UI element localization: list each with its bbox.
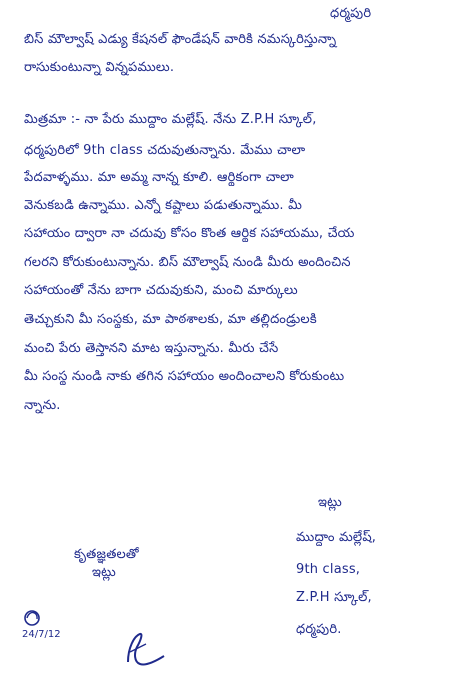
body-line-10: మీ సంస్థ నుండి నాకు తగిన సహాయం అందించాలని కోరుకుంటు [24, 369, 345, 384]
intro-line-2: రాసుకుంటున్నా విన్నపములు. [24, 60, 175, 75]
stamp-date-text: 24/7/12 [22, 629, 61, 640]
signature-icon [122, 626, 170, 672]
sender-class: 9th class, [296, 562, 361, 577]
body-line-4: వెనుకబడి ఉన్నాము. ఎన్నో కష్టాలు పడుతున్నాము. మీ [24, 198, 303, 213]
intro-line-1: బిస్ మౌల్వాష్ ఎడ్యు కేషనల్ ఫౌండేషన్ వారికి నమస్కరిస్తున్నా [24, 32, 337, 47]
sender-school: Z.P.H స్కూల్, [296, 590, 372, 605]
sender-name: ముద్దాం మల్లేష్, [296, 530, 377, 545]
body-line-6: గలరని కోరుకుంటున్నాను. బిస్ మౌల్వాష్ నుండి మీరు అందించిన [24, 255, 351, 270]
body-line-7: సహాయంతో నేను బాగా చదువుకుని, మంచి మార్కులు [24, 283, 298, 298]
body-line-11: న్నాను. [24, 398, 61, 413]
body-line-2: ధర్మపురిలో 9th class చదువుతున్నాను. మేము చాలా [24, 143, 306, 158]
date-stamp [18, 606, 72, 648]
body-line-5: సహాయం ద్వారా నా చదువు కోసం కొంత ఆర్థిక సహాయము, చేయ [24, 226, 355, 241]
header-place: ధర్మపురి [330, 6, 372, 21]
sender-salutation: ఇట్లు [318, 495, 342, 510]
sender-place: ధర్మపురి. [296, 622, 342, 637]
body-line-1: మిత్రమా :- నా పేరు ముద్దాం మల్లేష్. నేను Z.P.H స్కూల్, [24, 112, 317, 127]
closing-sign-off: ఇట్లు [92, 565, 116, 580]
closing-thanks: కృతజ్ఞతలతో [74, 547, 139, 562]
body-line-9: మంచి పేరు తెస్తానని మాట ఇస్తున్నాను. మీరు చేసే [24, 341, 279, 356]
stamp-mark-icon [18, 606, 72, 648]
body-line-3: పేదవాళ్ళము. మా అమ్మ నాన్న కూలి. ఆర్థికంగా చాలా [24, 170, 294, 185]
signature-mark [122, 626, 170, 672]
body-line-8: తెచ్చుకుని మీ సంస్థకు, మా పాఠశాలకు, మా తల్లిదండ్రులకి [24, 312, 317, 327]
